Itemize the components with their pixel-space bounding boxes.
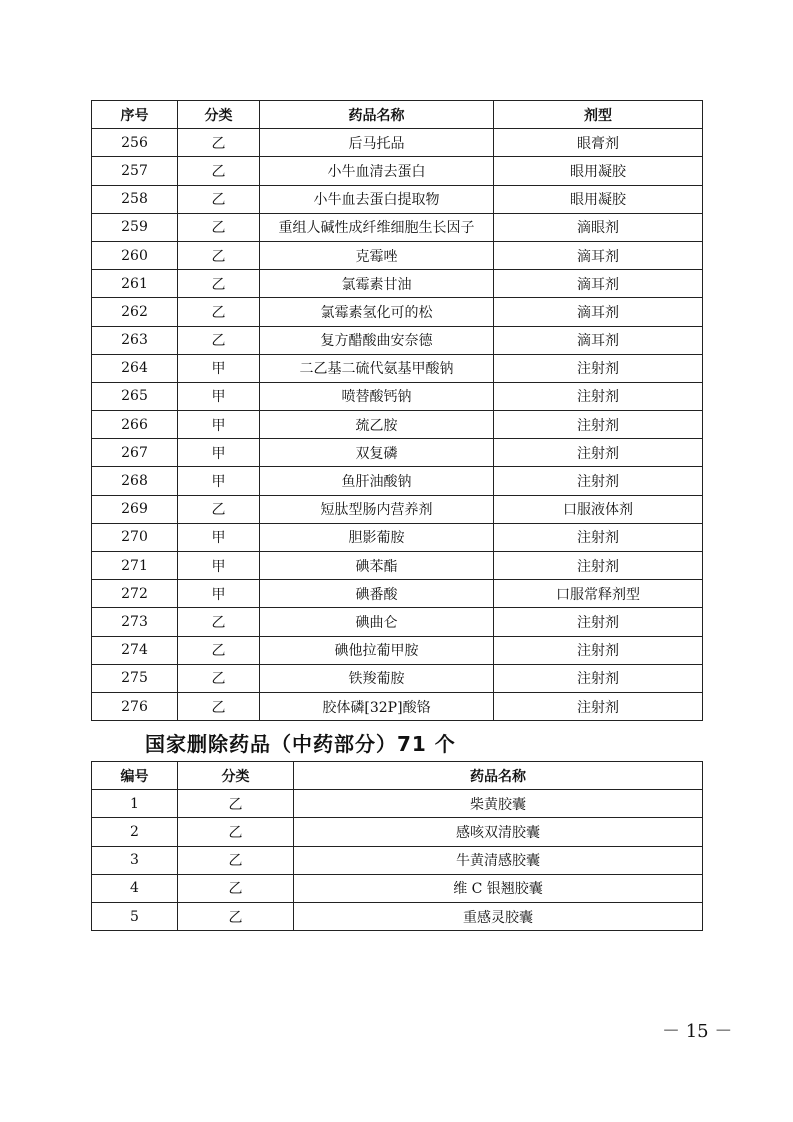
- cell-category: 甲: [178, 439, 260, 467]
- cell-category: 乙: [178, 129, 260, 157]
- cell-number: 3: [92, 846, 178, 874]
- cell-dosage-form: 注射剂: [494, 664, 703, 692]
- cell-category: 乙: [178, 790, 294, 818]
- cell-category: 甲: [178, 354, 260, 382]
- table-row: [92, 411, 703, 439]
- cell-category: 乙: [178, 298, 260, 326]
- header-number: 编号: [92, 762, 178, 790]
- header-drug-name: 药品名称: [294, 762, 703, 790]
- cell-serial: 274: [92, 636, 178, 664]
- cell-serial: 267: [92, 439, 178, 467]
- cell-dosage-form: 注射剂: [494, 552, 703, 580]
- cell-serial: 262: [92, 298, 178, 326]
- cell-drug-name: 胶体磷[32P]酸铬: [260, 692, 494, 720]
- table-header-row: [92, 101, 703, 129]
- cell-serial: 269: [92, 495, 178, 523]
- cell-category: 甲: [178, 382, 260, 410]
- table-row: [92, 580, 703, 608]
- header-category: 分类: [178, 762, 294, 790]
- cell-drug-name: 碘苯酯: [260, 552, 494, 580]
- table-row: [92, 552, 703, 580]
- cell-dosage-form: 注射剂: [494, 467, 703, 495]
- cell-dosage-form: 注射剂: [494, 692, 703, 720]
- cell-category: 甲: [178, 467, 260, 495]
- cell-category: 甲: [178, 523, 260, 551]
- cell-drug-name: 喷替酸钙钠: [260, 382, 494, 410]
- cell-dosage-form: 滴耳剂: [494, 298, 703, 326]
- table-row: [92, 790, 703, 818]
- cell-drug-name: 氯霉素氢化可的松: [260, 298, 494, 326]
- cell-category: 乙: [178, 270, 260, 298]
- cell-dosage-form: 注射剂: [494, 608, 703, 636]
- table-row: [92, 818, 703, 846]
- table-row: [92, 298, 703, 326]
- table-row: [92, 692, 703, 720]
- cell-serial: 273: [92, 608, 178, 636]
- cell-serial: 257: [92, 157, 178, 185]
- cell-drug-name: 后马托品: [260, 129, 494, 157]
- table-row: [92, 241, 703, 269]
- table-row: [92, 636, 703, 664]
- removed-drugs-western-table: [91, 100, 703, 721]
- table-row: [92, 664, 703, 692]
- table-row: [92, 439, 703, 467]
- cell-dosage-form: 注射剂: [494, 411, 703, 439]
- header-category: 分类: [178, 101, 260, 129]
- cell-category: 甲: [178, 580, 260, 608]
- table-row: [92, 270, 703, 298]
- cell-dosage-form: 口服液体剂: [494, 495, 703, 523]
- cell-dosage-form: 滴耳剂: [494, 326, 703, 354]
- cell-category: 乙: [178, 874, 294, 902]
- cell-number: 2: [92, 818, 178, 846]
- header-serial: 序号: [92, 101, 178, 129]
- cell-serial: 258: [92, 185, 178, 213]
- cell-serial: 261: [92, 270, 178, 298]
- table-row: [92, 846, 703, 874]
- table-header-row: [92, 762, 703, 790]
- cell-drug-name: 二乙基二硫代氨基甲酸钠: [260, 354, 494, 382]
- cell-serial: 264: [92, 354, 178, 382]
- cell-category: 乙: [178, 241, 260, 269]
- table-row: [92, 213, 703, 241]
- table-row: [92, 129, 703, 157]
- cell-category: 甲: [178, 411, 260, 439]
- cell-drug-name: 短肽型肠内营养剂: [260, 495, 494, 523]
- cell-drug-name: 氯霉素甘油: [260, 270, 494, 298]
- cell-number: 5: [92, 902, 178, 930]
- cell-drug-name: 巯乙胺: [260, 411, 494, 439]
- removed-drugs-tcm-table: [91, 761, 703, 931]
- cell-category: 乙: [178, 185, 260, 213]
- cell-category: 乙: [178, 902, 294, 930]
- cell-category: 乙: [178, 692, 260, 720]
- table-row: [92, 382, 703, 410]
- cell-dosage-form: 注射剂: [494, 523, 703, 551]
- cell-category: 乙: [178, 818, 294, 846]
- cell-serial: 260: [92, 241, 178, 269]
- cell-drug-name: 牛黄清感胶囊: [294, 846, 703, 874]
- header-dosage-form: 剂型: [494, 101, 703, 129]
- cell-dosage-form: 注射剂: [494, 636, 703, 664]
- cell-category: 乙: [178, 664, 260, 692]
- cell-drug-name: 小牛血去蛋白提取物: [260, 185, 494, 213]
- cell-dosage-form: 注射剂: [494, 439, 703, 467]
- cell-dosage-form: 注射剂: [494, 382, 703, 410]
- cell-category: 甲: [178, 552, 260, 580]
- cell-number: 1: [92, 790, 178, 818]
- cell-dosage-form: 眼膏剂: [494, 129, 703, 157]
- cell-number: 4: [92, 874, 178, 902]
- cell-serial: 270: [92, 523, 178, 551]
- cell-category: 乙: [178, 846, 294, 874]
- cell-dosage-form: 滴耳剂: [494, 241, 703, 269]
- cell-drug-name: 克霉唑: [260, 241, 494, 269]
- table-row: [92, 157, 703, 185]
- table-row: [92, 354, 703, 382]
- cell-serial: 272: [92, 580, 178, 608]
- page-number: － 15 －: [662, 1021, 733, 1042]
- table-row: [92, 495, 703, 523]
- cell-drug-name: 柴黄胶囊: [294, 790, 703, 818]
- header-drug-name: 药品名称: [260, 101, 494, 129]
- cell-dosage-form: 滴眼剂: [494, 213, 703, 241]
- table-row: [92, 608, 703, 636]
- cell-dosage-form: 眼用凝胶: [494, 185, 703, 213]
- cell-category: 乙: [178, 213, 260, 241]
- section-title: 国家删除药品（中药部分）71 个: [145, 732, 456, 756]
- table-row: [92, 902, 703, 930]
- cell-drug-name: 重组人碱性成纤维细胞生长因子: [260, 213, 494, 241]
- cell-category: 乙: [178, 608, 260, 636]
- cell-category: 乙: [178, 636, 260, 664]
- cell-dosage-form: 口服常释剂型: [494, 580, 703, 608]
- cell-serial: 265: [92, 382, 178, 410]
- cell-drug-name: 感咳双清胶囊: [294, 818, 703, 846]
- cell-serial: 268: [92, 467, 178, 495]
- cell-dosage-form: 注射剂: [494, 354, 703, 382]
- table-row: [92, 874, 703, 902]
- table-row: [92, 523, 703, 551]
- cell-serial: 271: [92, 552, 178, 580]
- cell-drug-name: 碘番酸: [260, 580, 494, 608]
- cell-drug-name: 碘他拉葡甲胺: [260, 636, 494, 664]
- cell-drug-name: 铁羧葡胺: [260, 664, 494, 692]
- cell-drug-name: 维 C 银翘胶囊: [294, 874, 703, 902]
- cell-drug-name: 复方醋酸曲安奈德: [260, 326, 494, 354]
- cell-serial: 263: [92, 326, 178, 354]
- cell-drug-name: 双复磷: [260, 439, 494, 467]
- cell-category: 乙: [178, 326, 260, 354]
- cell-serial: 276: [92, 692, 178, 720]
- cell-serial: 256: [92, 129, 178, 157]
- cell-dosage-form: 眼用凝胶: [494, 157, 703, 185]
- table-row: [92, 467, 703, 495]
- cell-dosage-form: 滴耳剂: [494, 270, 703, 298]
- table-row: [92, 185, 703, 213]
- cell-drug-name: 小牛血清去蛋白: [260, 157, 494, 185]
- cell-serial: 266: [92, 411, 178, 439]
- cell-drug-name: 胆影葡胺: [260, 523, 494, 551]
- cell-drug-name: 碘曲仑: [260, 608, 494, 636]
- cell-serial: 275: [92, 664, 178, 692]
- table-row: [92, 326, 703, 354]
- cell-drug-name: 鱼肝油酸钠: [260, 467, 494, 495]
- cell-drug-name: 重感灵胶囊: [294, 902, 703, 930]
- cell-category: 乙: [178, 157, 260, 185]
- cell-serial: 259: [92, 213, 178, 241]
- cell-category: 乙: [178, 495, 260, 523]
